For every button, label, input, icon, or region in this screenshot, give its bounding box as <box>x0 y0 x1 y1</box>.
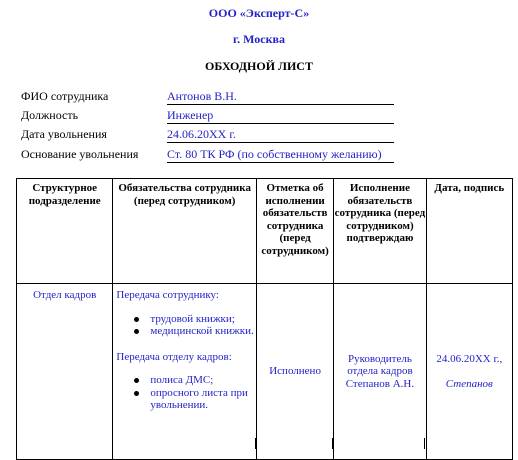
completion-mark-cell: Исполнено <box>256 284 333 460</box>
column-header-date-signature: Дата, подпись <box>426 179 512 284</box>
city: г. Москва <box>233 32 285 46</box>
list-item: трудовой книжки; <box>150 313 254 326</box>
date-signature-cell <box>426 284 512 460</box>
obligation-list <box>116 374 254 412</box>
cell-border <box>512 438 513 449</box>
column-header-department: Структурное подразделение <box>17 179 113 284</box>
field-label-position: Должность <box>21 108 79 122</box>
column-header-obligations: Обязательства сотрудника (перед сотрудником) <box>113 179 257 284</box>
obligations-cell <box>113 284 257 460</box>
field-underline <box>167 123 394 124</box>
confirmation-cell: Руководитель отдела кадров Степанов А.Н. <box>334 284 426 460</box>
obligation-list <box>116 313 254 338</box>
list-item: полиса ДМС; <box>150 374 254 387</box>
field-value-position: Инженер <box>167 108 214 122</box>
field-underline <box>167 104 394 105</box>
field-label-dismissal-basis: Основание увольнения <box>21 147 139 161</box>
column-header-completion-mark: Отметка об исполнении обязательств сотрудника (перед сотрудником) <box>256 179 333 284</box>
obligation-intro: Передача отделу кадров: <box>116 350 232 363</box>
document-title: ОБХОДНОЙ ЛИСТ <box>205 59 313 73</box>
field-label-fio: ФИО сотрудника <box>21 89 109 103</box>
department-cell: Отдел кадров <box>17 284 113 460</box>
field-value-dismissal-date: 24.06.20XX г. <box>167 127 236 141</box>
field-underline <box>167 142 394 143</box>
list-item: медицинской книжки. <box>150 325 254 337</box>
cell-border <box>255 438 256 449</box>
cell-border <box>424 438 425 449</box>
field-underline <box>167 162 394 163</box>
next-table-row-partial <box>16 438 513 449</box>
cell-border <box>112 438 113 449</box>
clearance-table <box>16 178 513 460</box>
list-item: опросного листа при увольнении. <box>150 387 254 412</box>
cell-border <box>332 438 333 449</box>
table-row <box>17 284 513 460</box>
organization-name: ООО «Эксперт-С» <box>208 6 310 20</box>
date-value: 24.06.20XX г., <box>436 353 503 365</box>
field-value-dismissal-basis: Ст. 80 ТК РФ (по собственному желанию) <box>167 147 382 161</box>
column-header-confirmation: Исполнение обязательств сотрудника (перед сотрудником) подтверждаю <box>334 179 426 284</box>
obligation-intro: Передача сотруднику: <box>116 289 219 301</box>
signature: Степанов <box>445 377 493 390</box>
table-header-row <box>17 179 513 284</box>
field-label-dismissal-date: Дата увольнения <box>21 127 107 141</box>
cell-border <box>16 438 17 449</box>
field-value-fio: Антонов В.Н. <box>167 89 237 103</box>
